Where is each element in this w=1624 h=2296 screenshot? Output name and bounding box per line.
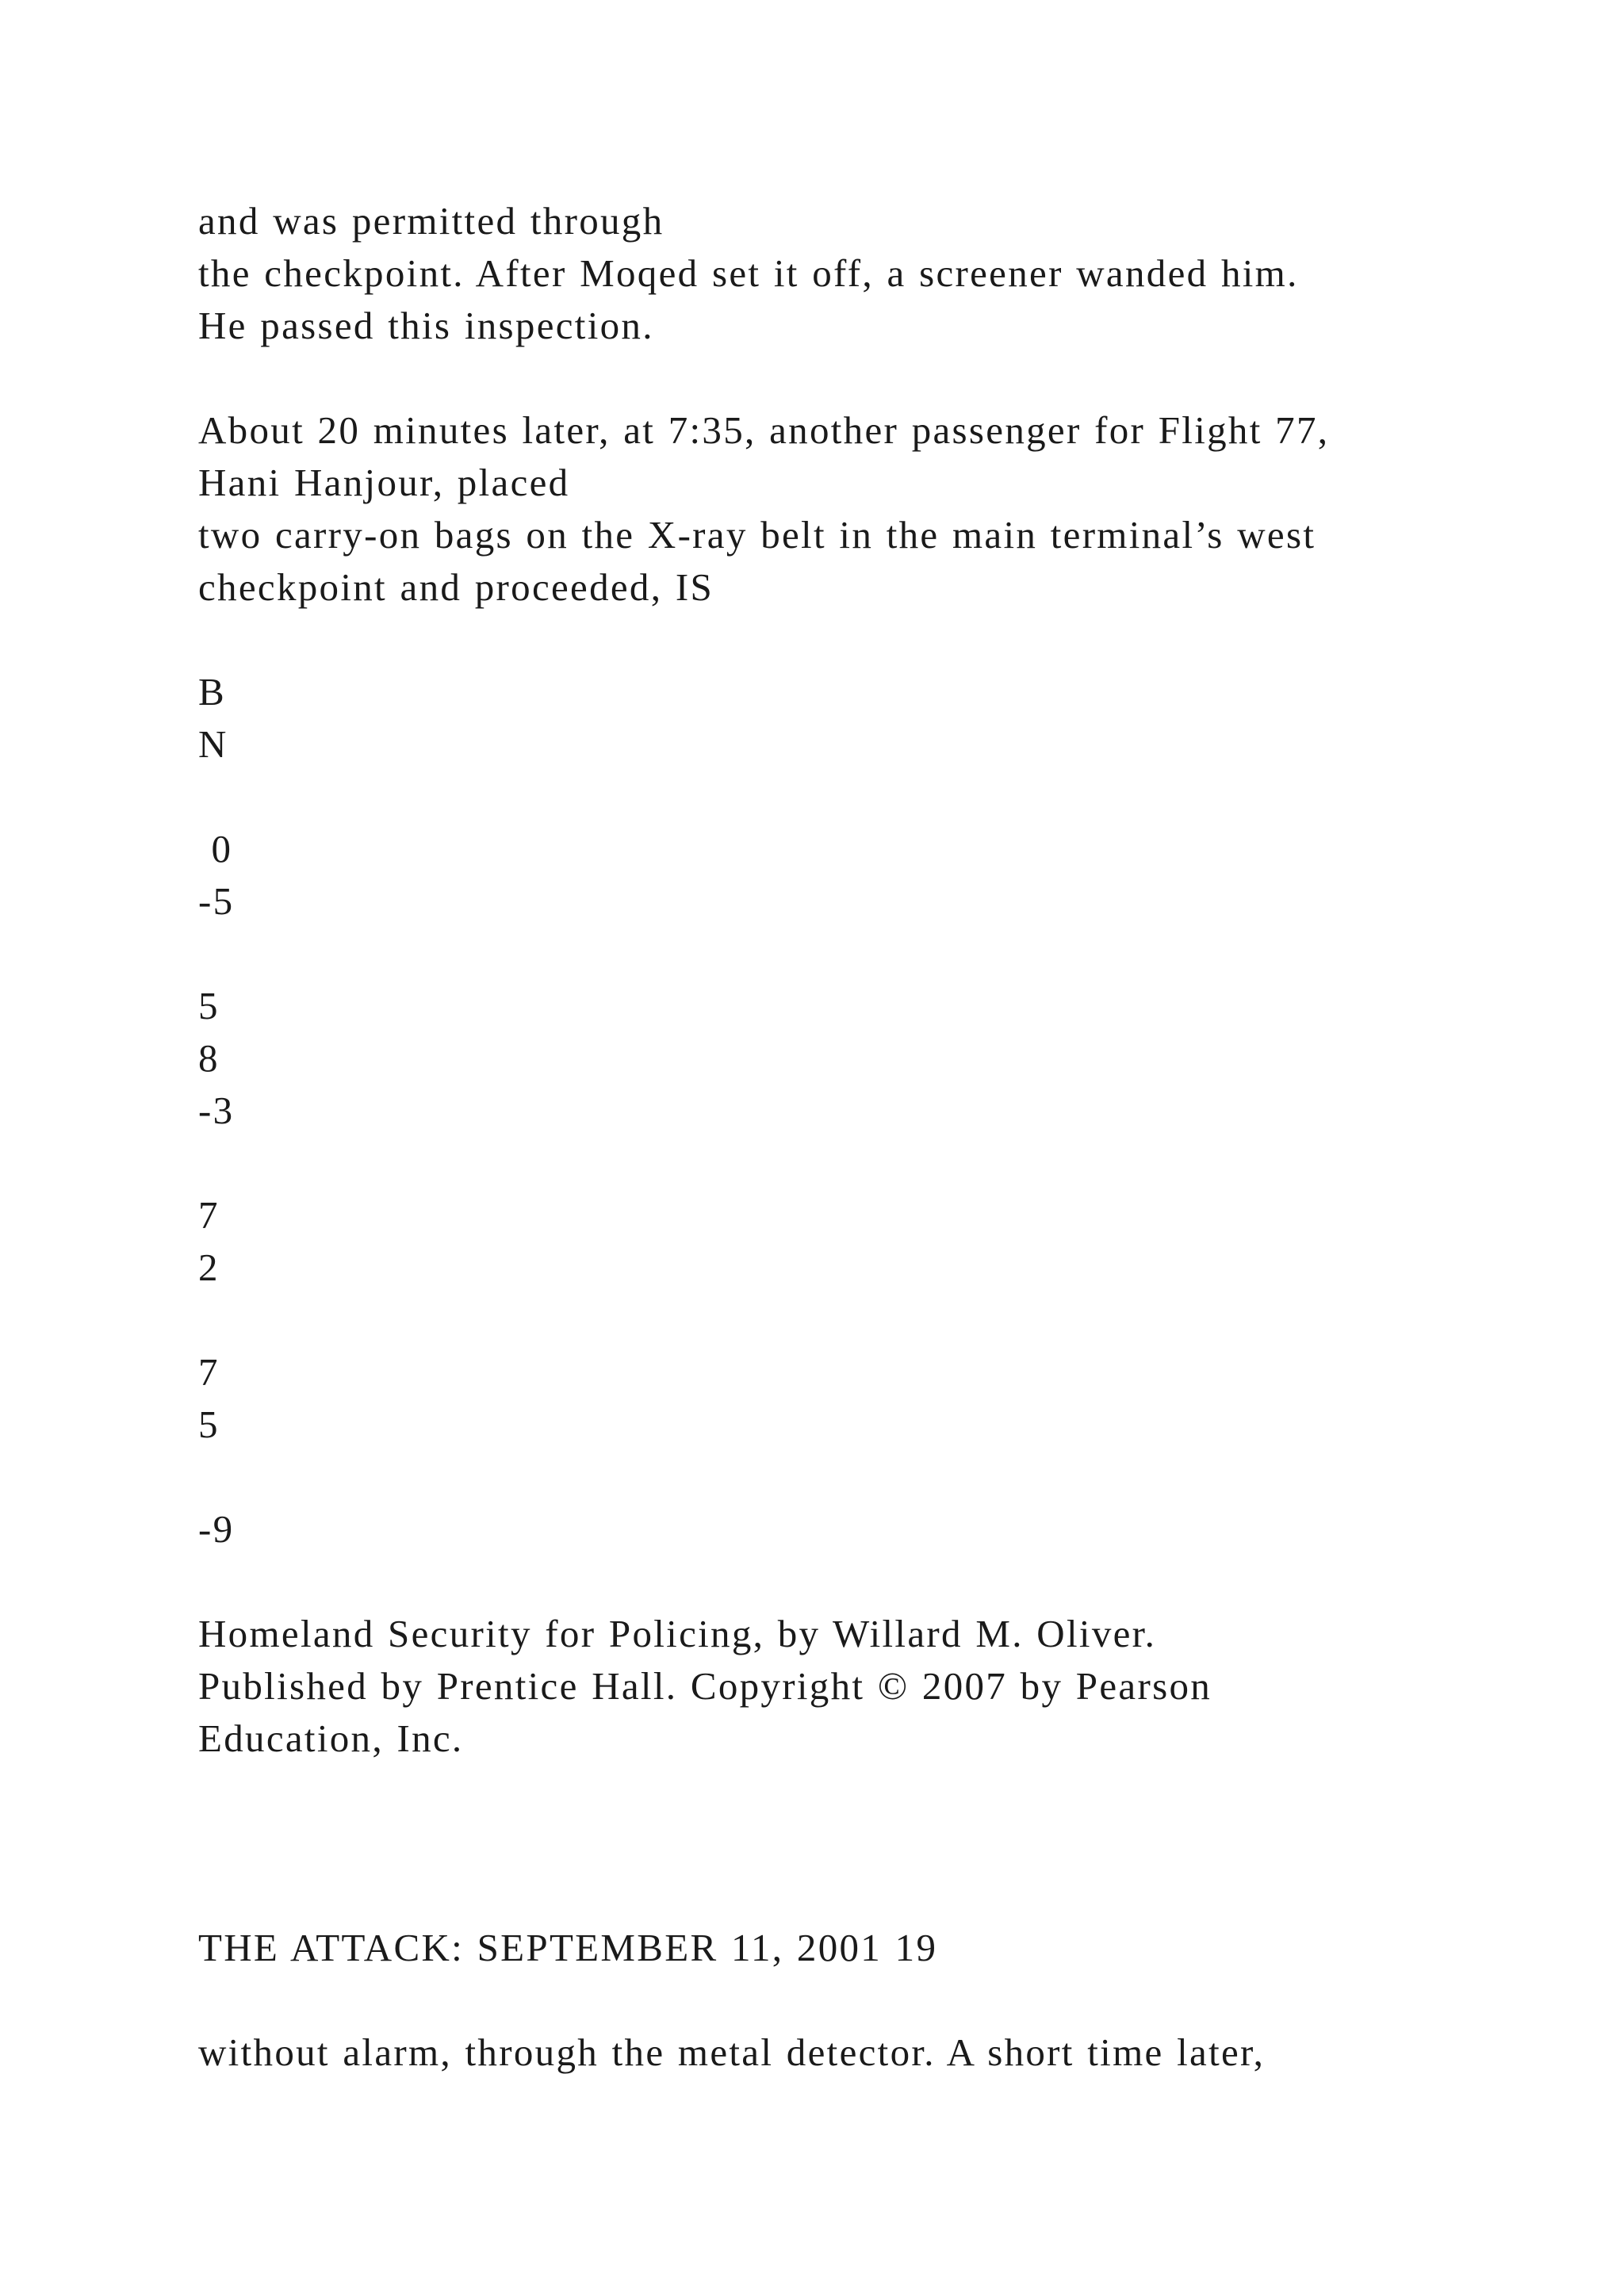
blank-line bbox=[198, 928, 1546, 980]
text-line: Published by Prentice Hall. Copyright © 2007 by Pearson bbox=[198, 1664, 1212, 1708]
text-line: Education, Inc. bbox=[198, 1716, 464, 1760]
text-line: checkpoint and proceeded, IS bbox=[198, 565, 714, 609]
paragraph-2 bbox=[198, 404, 1546, 614]
isbn-fragment: -3 bbox=[198, 1089, 235, 1132]
text-line: About 20 minutes later, at 7:35, another passenger for Flight 77, bbox=[198, 408, 1330, 452]
isbn-fragment-group-3 bbox=[198, 980, 1546, 1137]
isbn-fragment: N bbox=[198, 722, 228, 766]
text-line: the checkpoint. After Moqed set it off, a screener wanded him. bbox=[198, 251, 1299, 295]
isbn-fragment: -9 bbox=[198, 1507, 235, 1551]
isbn-fragment: -5 bbox=[198, 879, 235, 923]
blank-line bbox=[198, 771, 1546, 823]
isbn-fragment-group-6 bbox=[198, 1503, 1546, 1556]
isbn-fragment-group-4 bbox=[198, 1189, 1546, 1294]
isbn-fragment-group-5 bbox=[198, 1346, 1546, 1451]
isbn-fragment: 2 bbox=[198, 1246, 220, 1289]
isbn-fragment: B bbox=[198, 670, 226, 714]
blank-line bbox=[198, 1137, 1546, 1189]
text-line: He passed this inspection. bbox=[198, 304, 654, 347]
text-line: and was permitted through bbox=[198, 199, 665, 243]
paragraph-3 bbox=[198, 2026, 1546, 2079]
isbn-fragment-group-1 bbox=[198, 666, 1546, 771]
isbn-fragment: 0 bbox=[198, 827, 233, 871]
text-line: Homeland Security for Policing, by Willard M. Oliver. bbox=[198, 1612, 1157, 1655]
blank-line bbox=[198, 1294, 1546, 1346]
blank-line bbox=[198, 1556, 1546, 1608]
paragraph-1 bbox=[198, 195, 1546, 352]
copyright-notice bbox=[198, 1608, 1546, 1765]
text-line: two carry-on bags on the X-ray belt in the main terminal’s west bbox=[198, 513, 1316, 557]
blank-line bbox=[198, 1974, 1546, 2026]
text-line: Hani Hanjour, placed bbox=[198, 461, 570, 504]
isbn-fragment: 5 bbox=[198, 984, 220, 1027]
blank-line bbox=[198, 1817, 1546, 1869]
running-header: THE ATTACK: SEPTEMBER 11, 2001 19 bbox=[198, 1926, 938, 1969]
blank-line bbox=[198, 1451, 1546, 1503]
isbn-fragment: 7 bbox=[198, 1193, 220, 1237]
blank-line bbox=[198, 1869, 1546, 1922]
text-line: without alarm, through the metal detector. A short time later, bbox=[198, 2030, 1266, 2074]
isbn-fragment: 7 bbox=[198, 1350, 220, 1394]
isbn-fragment: 8 bbox=[198, 1036, 220, 1080]
blank-line bbox=[198, 352, 1546, 404]
isbn-fragment-group-2 bbox=[198, 823, 1546, 928]
document-page bbox=[198, 195, 1546, 2079]
blank-line bbox=[198, 614, 1546, 666]
isbn-fragment: 5 bbox=[198, 1402, 220, 1446]
blank-line bbox=[198, 1765, 1546, 1817]
